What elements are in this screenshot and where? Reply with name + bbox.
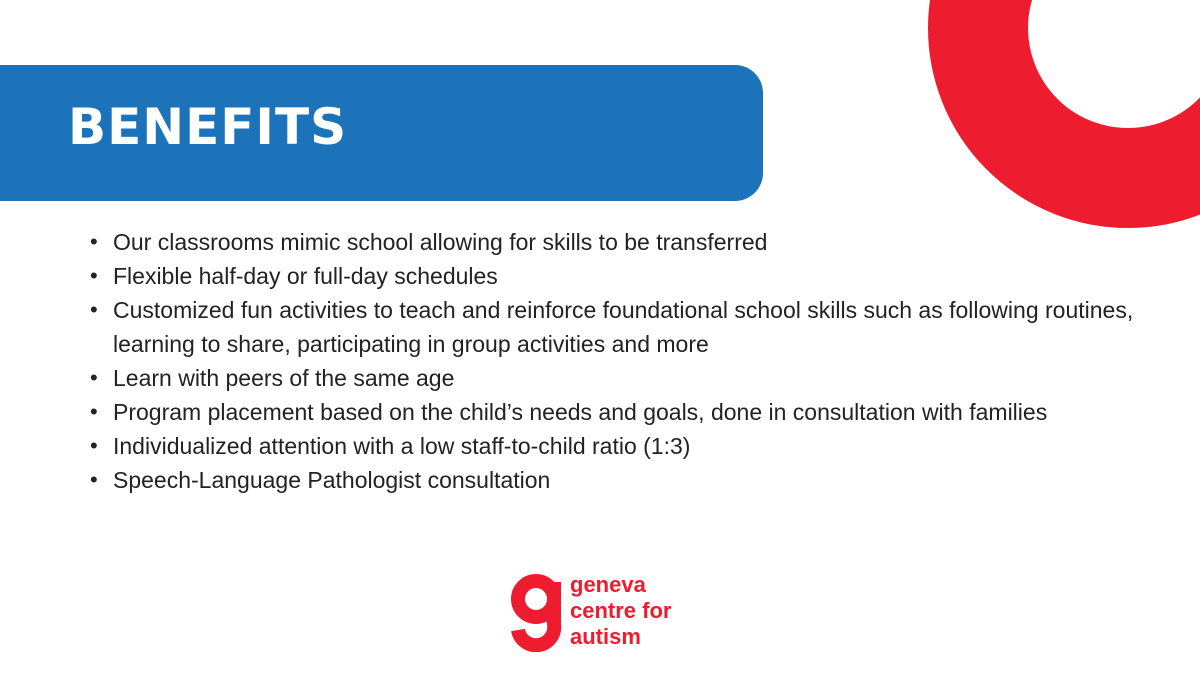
title-banner [0,65,763,201]
benefit-item: • Speech-Language Pathologist consultation [88,463,1148,497]
benefit-item: • Our classrooms mimic school allowing for skills to be transferred [88,225,1148,259]
logo-wordmark [570,572,671,650]
logo-line-1: geneva [570,572,646,597]
benefit-item: • Learn with peers of the same age [88,361,1148,395]
logo-line-3: autism [570,624,641,649]
logo-line-2: centre for [570,598,672,623]
page-title: BENEFITS [68,98,348,156]
benefit-item: • Individualized attention with a low staff-to-child ratio (1:3) [88,429,1148,463]
benefit-item: • Program placement based on the child’s needs and goals, done in consultation with families [88,395,1148,429]
benefit-item: • Flexible half-day or full-day schedules [88,259,1148,293]
benefit-item: • Customized fun activities to teach and reinforce foundational school skills such as following routines, learning to share, participating in group activities and more [88,293,1148,361]
geneva-g-logo-icon [510,572,562,652]
benefits-list [88,225,1148,497]
decorative-red-ring [928,0,1200,228]
